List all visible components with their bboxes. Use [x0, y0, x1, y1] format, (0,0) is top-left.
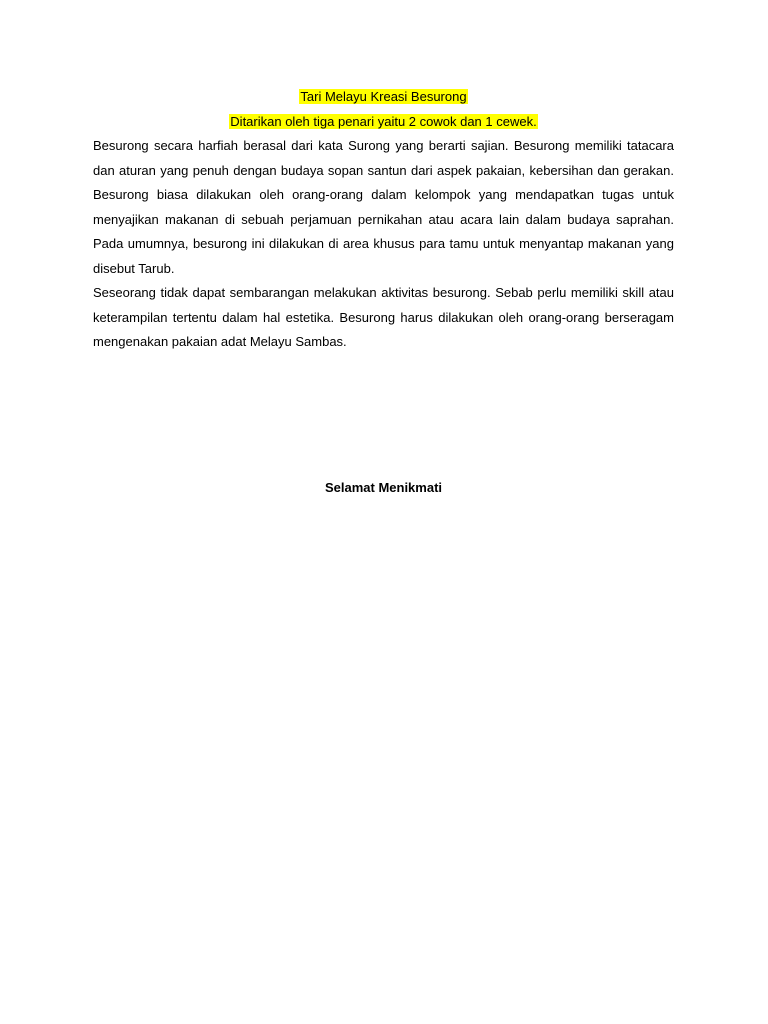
document-title-line: [93, 85, 674, 110]
closing-text: Selamat Menikmati: [324, 480, 443, 495]
document-body: [93, 85, 674, 355]
document-subtitle-line: [93, 110, 674, 135]
document-title: Tari Melayu Kreasi Besurong: [300, 89, 467, 104]
paragraph-2: Seseorang tidak dapat sembarangan melakukan aktivitas besurong. Sebab perlu memiliki skill atau keterampilan tertentu dalam hal estetika. Besurong harus dilakukan oleh orang-orang berseragam mengenakan pakaian adat Melayu Sambas.: [93, 285, 674, 349]
paragraph-1: Besurong secara harfiah berasal dari kata Surong yang berarti sajian. Besurong memiliki tatacara dan aturan yang penuh dengan budaya sopan santun dari aspek pakaian, kebersihan dan gerakan. Besurong biasa dilakukan oleh orang-orang dalam kelompok yang mendapatkan tugas untuk menyajikan makanan di sebuah perjamuan pernikahan atau acara lain dalam budaya saprahan. Pada umumnya, besurong ini dilakukan di area khusus para tamu untuk menyantap makanan yang disebut Tarub.: [93, 138, 674, 276]
document-subtitle: Ditarikan oleh tiga penari yaitu 2 cowok dan 1 cewek.: [230, 113, 537, 129]
